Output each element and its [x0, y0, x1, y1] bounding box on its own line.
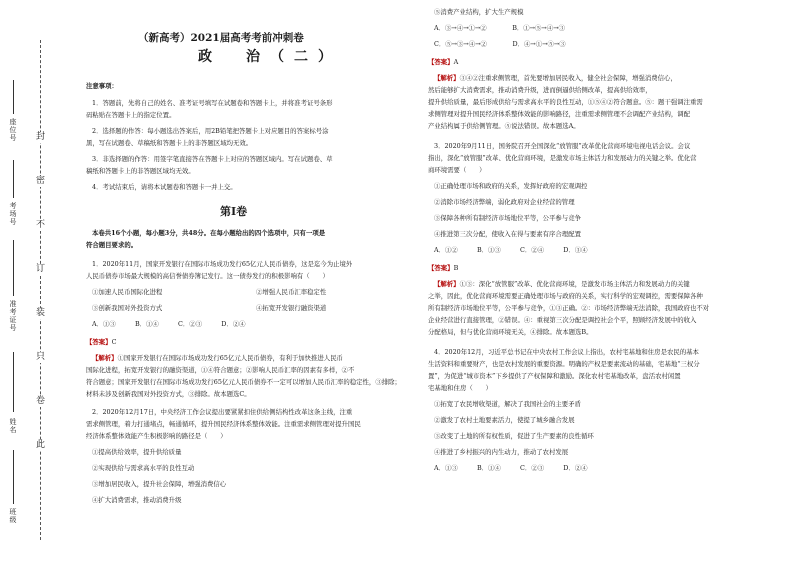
- question-3-stem: 3．2020年9月11日，国务院召开全国深化“放管服”改革优化营商环境电视电话会议。会议: [434, 142, 691, 150]
- section-instructions: 本卷共16个小题，每小题3分，共48分。在每小题给出的四个选项中，只有一项是: [92, 229, 326, 237]
- option: ⑤消费产业结构，扩大生产规模: [434, 8, 524, 16]
- choices: A．③→④→①→② B．①→⑤→④→③: [434, 24, 565, 32]
- answer-label: 【答案】: [86, 338, 112, 346]
- option: ②增强人民币汇率稳定性: [256, 288, 327, 296]
- option: ②激发了农村土地要素活力，使提了城乡融合发展: [434, 416, 575, 424]
- seal-dashed-line: [40, 40, 41, 540]
- analysis-line: 之举，因此，优化营商环境需要正确处理市场与政府的关系，实行科学的宏观调控，需要保障各种: [428, 292, 703, 300]
- analysis-line: 企业经营进行直接管理，②错误。④：重视第三次分配是调控社会个平，照顾经济发展中的收入: [428, 316, 697, 324]
- question-3-stem: 指出，深化“放管服”改革、优化营商环境，是激发市场主体活力和发展动力的关键之举。优化营: [428, 154, 697, 162]
- option: ③保障各种所有制经济市场地位平等，公平参与竞争: [434, 214, 581, 222]
- exam-title: （新高考）2021届高考考前冲刺卷: [138, 32, 304, 44]
- class-label: 班级: [9, 508, 17, 524]
- analysis-line: 符合题意；国家开发银行在国际市场成功发行65亿元人民币债券不一定可以增加人民币汇率的稳定性，③排除；: [86, 378, 401, 386]
- fill-line: [13, 450, 14, 504]
- answer-value: B: [453, 264, 459, 272]
- question-4-stem: 宅基地和住房（ ）: [428, 384, 492, 392]
- admission-number-label: 准考证号: [9, 300, 17, 332]
- answer: [428, 58, 458, 66]
- analysis-line: 求侧管理对提升国民经济体系整体效能的影响路径，注重需求侧管理不会调配产业结构，调配: [428, 110, 691, 118]
- seal-mark: 此: [35, 440, 45, 450]
- analysis-line: 材料未涉及创新我国对外投资方式，③排除。故本题选C。: [86, 390, 251, 398]
- choices: C．⑤→③→④→② D．④→①→⑤→③: [434, 40, 566, 48]
- analysis-line: 所有制经济市场地位平等，公平参与竞争，①③正确。②：市场经济弊端无法消除，我国政府也不对: [428, 304, 710, 312]
- notice-line: 稿纸和答题卡上的非答题区域均无效。: [86, 167, 195, 175]
- option: ①拓宽了农民增收渠道，解决了我国社会的主要矛盾: [434, 400, 581, 408]
- analysis-label: 【解析】: [434, 74, 460, 82]
- option: ①正确处理市场和政府的关系，发挥好政府的宏观调控: [434, 182, 588, 190]
- notice-line: 3．非选择题的作答：用签字笔直接答在答题卡上对应的答题区域内。写在试题卷、草: [92, 155, 333, 163]
- binding-gutter: [0, 0, 60, 562]
- fill-line: [13, 240, 14, 296]
- fill-line: [13, 352, 14, 412]
- option: ③创新我国对外投资方式: [92, 304, 163, 312]
- option: ②消除市场经济弊端，弱化政府对企业经营的管理: [434, 198, 575, 206]
- seal-mark: 密: [35, 176, 45, 186]
- option: ④推进了乡村振兴的内生动力，推动了农村发展: [434, 448, 569, 456]
- analysis: 【解析】③④②注重求侧管理，首先要增加居民收入，健全社会保障，增强消费信心，: [434, 74, 677, 82]
- question-3-stem: 商环境需要（ ）: [428, 166, 486, 174]
- question-2-stem: 经济体系整体效能产生积极影响的路径是（ ）: [86, 432, 227, 440]
- analysis: 【解析】①国家开发银行在国际市场成功发行65亿元人民币债券，有利于加快推进人民币: [92, 354, 343, 362]
- section-instructions: 符合题目要求的。: [86, 241, 138, 249]
- answer: [86, 338, 116, 346]
- analysis-label: 【解析】: [92, 354, 118, 362]
- analysis-line: 产业结构属于供给侧管理。⑤说法错误。故本题选A。: [428, 122, 580, 130]
- answer-label: 【答案】: [428, 264, 454, 272]
- analysis-line: 然后能够扩大消费需求，推动消费升级，进而倒逼供给侧改革，提高供给效率，: [428, 86, 652, 94]
- section-title: 第Ⅰ卷: [220, 205, 248, 218]
- seal-mark: 卷: [35, 396, 45, 406]
- seal-mark: 只: [35, 352, 45, 362]
- question-4-stem: 生活资料和重要财产，也是农村发展的重要资源。明确的产权是要素流动的基础，宅基地“三权分: [428, 360, 700, 368]
- fill-line: [13, 80, 14, 114]
- seal-mark: 订: [35, 264, 45, 274]
- answer-label: 【答案】: [428, 58, 454, 66]
- fill-line: [13, 160, 14, 198]
- question-2-stem: 2．2020年12月17日，中央经济工作会议提出要紧紧扣住供给侧结构性改革这条主线，注重: [92, 408, 353, 416]
- notice-line: 1．答题前，先将自己的姓名、准考证号填写在试题卷和答题卡上，并将准考证号条形: [92, 99, 333, 107]
- subject-title: 政 治（二）: [198, 49, 342, 65]
- name-label: 姓名: [9, 418, 17, 434]
- analysis-line: 分配格局，但与优化营商环境无关，④排除。故本题选B。: [428, 328, 593, 336]
- seal-mark: 不: [35, 220, 45, 230]
- question-4-stem: 置”，为促进“城市资本”下乡提供了产权保障和激励。深化农村宅基地改革，盘活农村闲置: [428, 372, 681, 380]
- choices: A．①③ B．①④ C．②③ D．②④: [434, 464, 588, 472]
- notice-line: 2．选择题的作答：每小题选出答案后，用2B铅笔把答题卡上对应题目的答案标号涂: [92, 127, 329, 135]
- option: ①加速人民币国际化进程: [92, 288, 163, 296]
- option: ③增加居民收入，提升社会保障，增强消费信心: [92, 480, 227, 488]
- seal-mark: 装: [35, 308, 45, 318]
- notice-line: 黑，写在试题卷、草稿纸和答题卡上的非答题区域均无效。: [86, 139, 253, 147]
- notice-line: 码粘贴在答题卡上的指定位置。: [86, 111, 176, 119]
- analysis-line: 国际化进程，拓宽开发银行的融资渠道，①④符合题意；②影响人民币汇率的因素有多样，②不: [86, 366, 355, 374]
- choices: A．①② B．①③ C．②④ D．③④: [434, 246, 588, 254]
- exam-room-label: 考场号: [9, 202, 17, 226]
- option: ④拓宽开发银行融资渠道: [256, 304, 327, 312]
- question-4-stem: 4．2020年12月，习近平总书记在中央农村工作会议上指出，农村宅基地和住房是农民的基本: [434, 348, 699, 356]
- question-2-stem: 需求侧管理，着力打通堵点，畅通循环，提升国民经济体系整体效能。注重需求侧管理对提升国民: [86, 420, 361, 428]
- option: ①提高供给效率，提升供给质量: [92, 448, 182, 456]
- answer: [428, 264, 458, 272]
- analysis-line: 提升供给质量，最后形成供给与需求高水平的良性互动，①⑤④②符合题意。⑤：题干强调注重需: [428, 98, 703, 106]
- option: ③改变了土地的所有权性质，促进了生产要素的良性循环: [434, 432, 594, 440]
- seat-number-label: 座位号: [9, 118, 17, 142]
- option: ④扩大消费需求，推动消费升级: [92, 496, 182, 504]
- question-1-stem: 1．2020年11月，国家开发银行在国际市场成功发行65亿元人民币债券，这是迄今为止境外: [92, 260, 353, 268]
- analysis: 【解析】①③：深化“放管服”改革、优化营商环境，是激发市场主体活力和发展动力的关键: [434, 280, 690, 288]
- analysis-label: 【解析】: [434, 280, 460, 288]
- answer-value: A: [453, 58, 459, 66]
- question-1-stem: 人民币债券市场最大规模的高信誉债券簿记发行。这一债券发行的积极影响有（ ）: [86, 272, 329, 280]
- notice-line: 4．考试结束后，请将本试题卷和答题卡一并上交。: [92, 183, 237, 191]
- choices: A．①③ B．①④ C．②③ D．②④: [92, 320, 246, 328]
- option: ②实现供给与需求高水平的良性互动: [92, 464, 195, 472]
- option: ④推进第三次分配，使收入在得与要素有序合理配置: [434, 230, 581, 238]
- seal-mark: 封: [35, 132, 45, 142]
- answer-value: C: [111, 338, 117, 346]
- notice-heading: 注意事项：: [86, 82, 118, 90]
